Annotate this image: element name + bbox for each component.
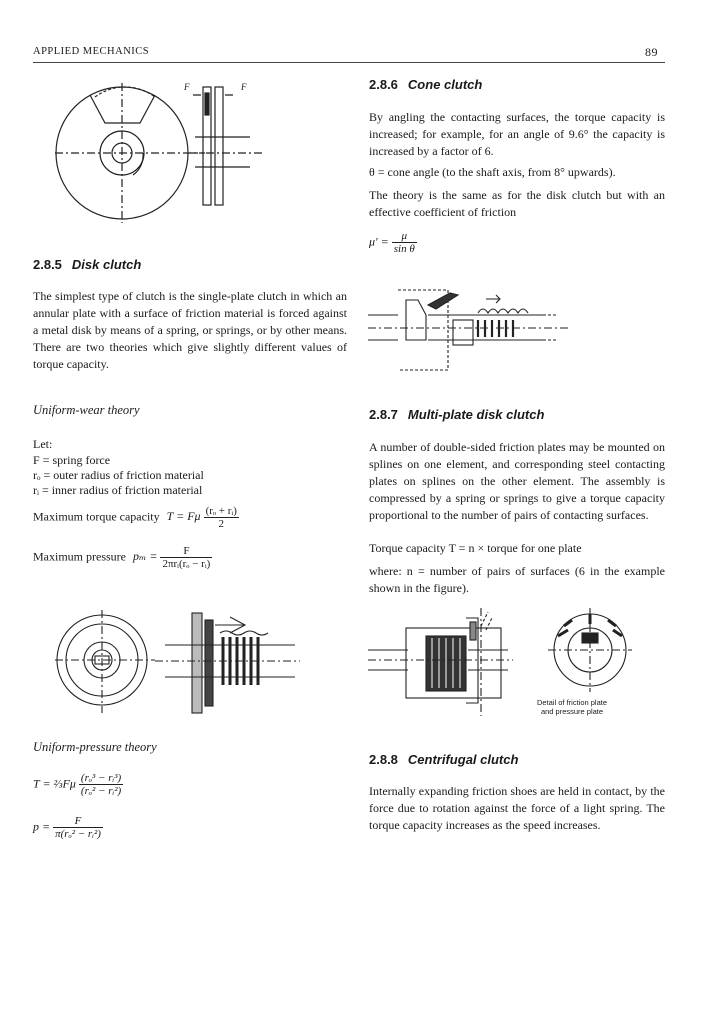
section-title: Multi-plate disk clutch: [407, 407, 545, 422]
cone-clutch-para-3: The theory is the same as for the disk clutch but with an effective coefficient of friction: [369, 188, 665, 219]
torque-capacity-equation: [33, 505, 239, 530]
section-title: Disk clutch: [71, 257, 142, 272]
cone-clutch-figure: [368, 285, 568, 375]
effective-friction-equation: [369, 230, 417, 255]
up-torque-numerator: (rₒ³ − rᵢ³): [80, 772, 122, 784]
torque-numerator: (rₒ + rᵢ): [205, 505, 237, 517]
figure-caption-line-1: Detail of friction plate: [536, 698, 608, 707]
single-plate-clutch-figure: [55, 75, 270, 230]
section-heading-centrifugal: [369, 752, 518, 767]
uniform-pressure-torque-equation: [33, 772, 123, 797]
up-torque-denominator: (rₒ² − rᵢ²): [80, 785, 122, 797]
disk-clutch-intro: The simplest type of clutch is the single-plate clutch in which an annular plate with a surface of friction material is forced against a metal disk by means of a spring, or springs, or by other means. There are two theories which give slightly different values of torque capacity.: [33, 289, 347, 371]
multi-plate-para-3: where: n = number of pairs of surfaces (6 in the example shown in the figure).: [369, 564, 665, 595]
section-number: 2.8.7: [369, 407, 398, 422]
torque-denominator: 2: [218, 518, 224, 530]
up-torque-lhs: T = ⅔Fμ: [33, 776, 76, 791]
section-title: Cone clutch: [407, 77, 483, 92]
header-rule: [33, 62, 665, 63]
pressure-denominator: 2πrᵢ(rₒ − rᵢ): [162, 558, 211, 570]
multi-plate-para-1: A number of double-sided friction plates may be mounted on splines on one element, and corresponding steel contacting plates on splines on the other element. The assembly is compressed by a spring or springs to give a torque capacity proportional to the number of pairs of contacting surfaces.: [369, 440, 665, 522]
def-inner-radius: rᵢ = inner radius of friction material: [33, 483, 203, 497]
uniform-pressure-p-equation: [33, 815, 103, 840]
cone-clutch-para-2: θ = cone angle (to the shaft axis, from 8° upwards).: [369, 165, 616, 179]
uniform-wear-heading: Uniform-wear theory: [33, 403, 140, 417]
pressure-numerator: F: [160, 545, 212, 558]
def-outer-radius: rₒ = outer radius of friction material: [33, 468, 204, 482]
multi-plate-para-2: Torque capacity T = n × torque for one plate: [369, 541, 582, 555]
force-label-right: F: [241, 82, 247, 92]
let-label: Let:: [33, 437, 53, 451]
pressure-label: Maximum pressure: [33, 549, 126, 564]
page-number: 89: [645, 45, 658, 59]
figure-caption-line-2: and pressure plate: [540, 707, 604, 716]
cone-clutch-para-1: By angling the contacting surfaces, the torque capacity is increased; for example, for an angle of 9.6° the capacity is increased by a factor of 6.: [369, 110, 665, 158]
up-p-lhs: p =: [33, 819, 51, 834]
running-title: APPLIED MECHANICS: [33, 46, 150, 57]
section-heading-disk-clutch: [33, 257, 141, 272]
disk-clutch-spring-figure: [55, 605, 305, 730]
pressure-lhs: pₘ =: [132, 549, 158, 564]
torque-lhs: T = Fμ: [166, 509, 201, 524]
torque-label: Maximum torque capacity: [33, 509, 160, 524]
mu-lhs: μ′ =: [369, 234, 389, 249]
up-p-numerator: F: [53, 815, 103, 828]
mu-denominator: sin θ: [393, 243, 415, 255]
def-spring-force: F = spring force: [33, 453, 111, 467]
section-heading-cone-clutch: [369, 77, 482, 92]
section-number: 2.8.8: [369, 752, 398, 767]
section-number: 2.8.6: [369, 77, 398, 92]
section-heading-multi-plate: [369, 407, 544, 422]
force-label-left: F: [184, 82, 190, 92]
uniform-pressure-heading: Uniform-pressure theory: [33, 740, 157, 754]
max-pressure-equation: [33, 545, 212, 570]
section-title: Centrifugal clutch: [407, 752, 519, 767]
section-number: 2.8.5: [33, 257, 62, 272]
mu-numerator: μ: [392, 230, 417, 243]
up-p-denominator: π(rₒ² − rᵢ²): [55, 828, 101, 840]
centrifugal-para-1: Internally expanding friction shoes are held in contact, by the force due to rotation against the force of a light spring. The torque capacity increases as the speed increases.: [369, 784, 665, 832]
